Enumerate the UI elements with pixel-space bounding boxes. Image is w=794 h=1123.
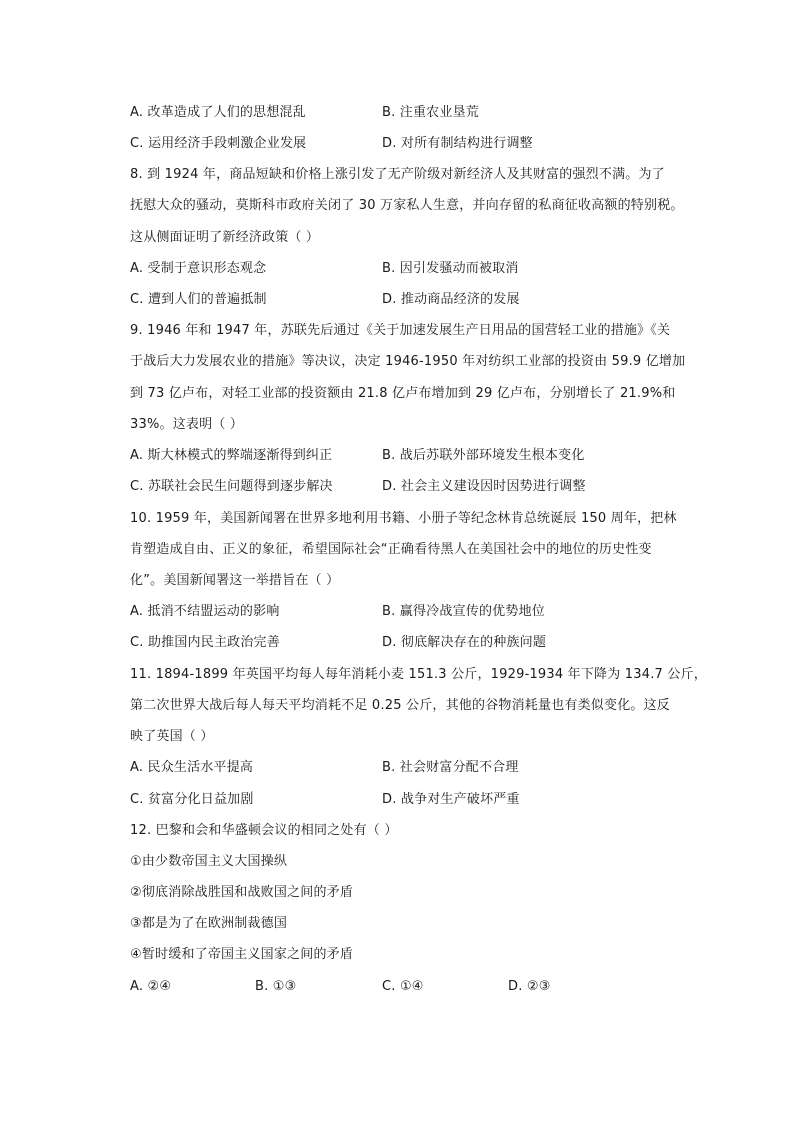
q8-stem-line-2: 抚慰大众的骚动，莫斯科市政府关闭了 30 万家私人生意，并向存留的私商征收高额的特别税。 — [130, 198, 684, 213]
q10-option-c: C. 助推国内民主政治完善 — [130, 635, 280, 650]
q11-stem-line-2: 第二次世界大战后每人每天平均消耗不足 0.25 公斤，其他的谷物消耗量也有类似变化。这反 — [130, 698, 671, 713]
q12-stem: 12. 巴黎和会和华盛顿会议的相同之处有（ ） — [130, 823, 398, 838]
q9-stem-line-4: 33%。这表明（ ） — [130, 417, 244, 432]
q9-option-b: B. 战后苏联外部环境发生根本变化 — [382, 448, 585, 463]
q10-option-b: B. 赢得冷战宣传的优势地位 — [382, 604, 545, 619]
q9-option-c: C. 苏联社会民生问题得到逐步解决 — [130, 479, 333, 494]
q8-option-d: D. 推动商品经济的发展 — [382, 292, 520, 307]
q9-stem-line-1: 9. 1946 年和 1947 年，苏联先后通过《关于加速发展生产日用品的国营轻工业的措施》《关 — [130, 323, 671, 338]
q12-option-d: D. ②③ — [508, 979, 551, 994]
q12-item-1: ①由少数帝国主义大国操纵 — [130, 854, 288, 869]
q8-option-a: A. 受制于意识形态观念 — [130, 261, 267, 276]
q12-item-2: ②彻底消除战胜国和战败国之间的矛盾 — [130, 885, 354, 900]
q11-option-b: B. 社会财富分配不合理 — [382, 760, 519, 775]
q10-option-d: D. 彻底解决存在的种族问题 — [382, 635, 547, 650]
q9-option-a: A. 斯大林模式的弊端逐渐得到纠正 — [130, 448, 333, 463]
q11-option-c: C. 贫富分化日益加剧 — [130, 792, 254, 807]
q11-stem-line-1: 11. 1894-1899 年英国平均每人每年消耗小麦 151.3 公斤，1929-1934 年下降为 134.7 公斤， — [130, 667, 707, 682]
q7-option-c: C. 运用经济手段刺激企业发展 — [130, 136, 307, 151]
q7-option-d: D. 对所有制结构进行调整 — [382, 136, 533, 151]
q12-item-4: ④暂时缓和了帝国主义国家之间的矛盾 — [130, 947, 354, 962]
q12-option-a: A. ②④ — [130, 979, 172, 994]
q8-stem-line-1: 8. 到 1924 年，商品短缺和价格上涨引发了无产阶级对新经济人及其财富的强烈不满。为了 — [130, 167, 665, 182]
q7-option-a: A. 改革造成了人们的思想混乱 — [130, 105, 306, 120]
q10-option-a: A. 抵消不结盟运动的影响 — [130, 604, 280, 619]
q8-stem-line-3: 这从侧面证明了新经济政策（ ） — [130, 230, 320, 245]
q7-option-b: B. 注重农业垦荒 — [382, 105, 479, 120]
q11-option-a: A. 民众生活水平提高 — [130, 760, 254, 775]
q9-option-d: D. 社会主义建设因时因势进行调整 — [382, 479, 586, 494]
q12-option-b: B. ①③ — [255, 979, 297, 994]
q10-stem-line-2: 肯塑造成自由、正义的象征，希望国际社会“正确看待黑人在美国社会中的地位的历史性变 — [130, 542, 652, 557]
q11-option-d: D. 战争对生产破坏严重 — [382, 792, 520, 807]
q8-option-c: C. 遭到人们的普遍抵制 — [130, 292, 267, 307]
q10-stem-line-1: 10. 1959 年，美国新闻署在世界多地利用书籍、小册子等纪念林肯总统诞辰 150 周年，把林 — [130, 511, 677, 526]
q9-stem-line-2: 于战后大力发展农业的措施》等决议，决定 1946-1950 年对纺织工业部的投资由 59.9 亿增加 — [130, 354, 686, 369]
q8-option-b: B. 因引发骚动而被取消 — [382, 261, 519, 276]
q9-stem-line-3: 到 73 亿卢布，对轻工业部的投资额由 21.8 亿卢布增加到 29 亿卢布，分别增长了 21.9%和 — [130, 386, 676, 401]
q11-stem-line-3: 映了英国（ ） — [130, 729, 214, 744]
q12-option-c: C. ①④ — [382, 979, 424, 994]
q10-stem-line-3: 化”。美国新闻署这一举措旨在（ ） — [130, 573, 340, 588]
q12-item-3: ③都是为了在欧洲制裁德国 — [130, 916, 288, 931]
